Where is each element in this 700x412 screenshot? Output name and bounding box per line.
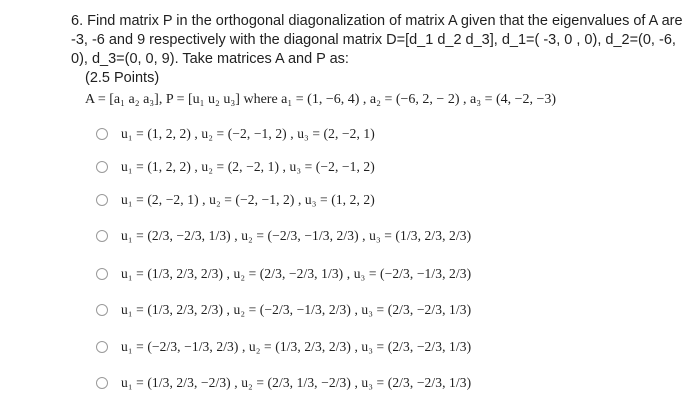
radio-button[interactable] [96,128,108,140]
option-label: u₁ = (1, 2, 2) , u₂ = (2, −2, 1) , u₃ = (−2, −1, 2) [121,159,375,174]
radio-button[interactable] [96,161,108,173]
radio-button[interactable] [96,268,108,280]
option-label: u₁ = (1/3, 2/3, −2/3) , u₂ = (2/3, 1/3, −2/3) , u₃ = (2/3, −2/3, 1/3) [121,375,472,390]
option-label: u₁ = (−2/3, −1/3, 2/3) , u₂ = (1/3, 2/3, 2/3) , u₃ = (2/3, −2/3, 1/3) [121,339,472,354]
question-points: (2.5 Points) [85,70,160,86]
option-8[interactable] [96,371,471,395]
question-block [71,12,691,88]
option-7[interactable] [96,335,471,359]
matrix-definition: A = [a₁ a₂ a₃], P = [u₁ u₂ u₃] where a₁ = (1, −6, 4) , a₂ = (−6, 2, − 2) , a₃ = (4, −2, −3) [85,92,557,107]
option-label: u₁ = (1, 2, 2) , u₂ = (−2, −1, 2) , u₃ = (2, −2, 1) [121,126,375,141]
option-5[interactable] [96,262,471,286]
option-label: u₁ = (2/3, −2/3, 1/3) , u₂ = (−2/3, −1/3, 2/3) , u₃ = (1/3, 2/3, 2/3) [121,228,472,243]
question-stem: Find matrix P in the orthogonal diagonalization of matrix A given that the eigenvalues of A are -3, -6 and 9 respectively with the diagonal matrix D=[d_1 d_2 d_3], d_1=( -3, 0 , 0), d_2=(0, -6, 0), d_3=(0, 0, 9). Take matrices A and P as: [71,13,683,67]
radio-button[interactable] [96,341,108,353]
option-4[interactable] [96,224,471,248]
option-3[interactable] [96,188,375,212]
radio-button[interactable] [96,194,108,206]
option-6[interactable] [96,298,471,322]
option-1[interactable] [96,122,375,146]
option-label: u₁ = (1/3, 2/3, 2/3) , u₂ = (−2/3, −1/3, 2/3) , u₃ = (2/3, −2/3, 1/3) [121,302,472,317]
question-number: 6. [71,13,84,29]
option-label: u₁ = (1/3, 2/3, 2/3) , u₂ = (2/3, −2/3, 1/3) , u₃ = (−2/3, −1/3, 2/3) [121,266,472,281]
radio-button[interactable] [96,377,108,389]
radio-button[interactable] [96,304,108,316]
radio-button[interactable] [96,230,108,242]
option-label: u₁ = (2, −2, 1) , u₂ = (−2, −1, 2) , u₃ = (1, 2, 2) [121,192,375,207]
option-2[interactable] [96,155,375,179]
